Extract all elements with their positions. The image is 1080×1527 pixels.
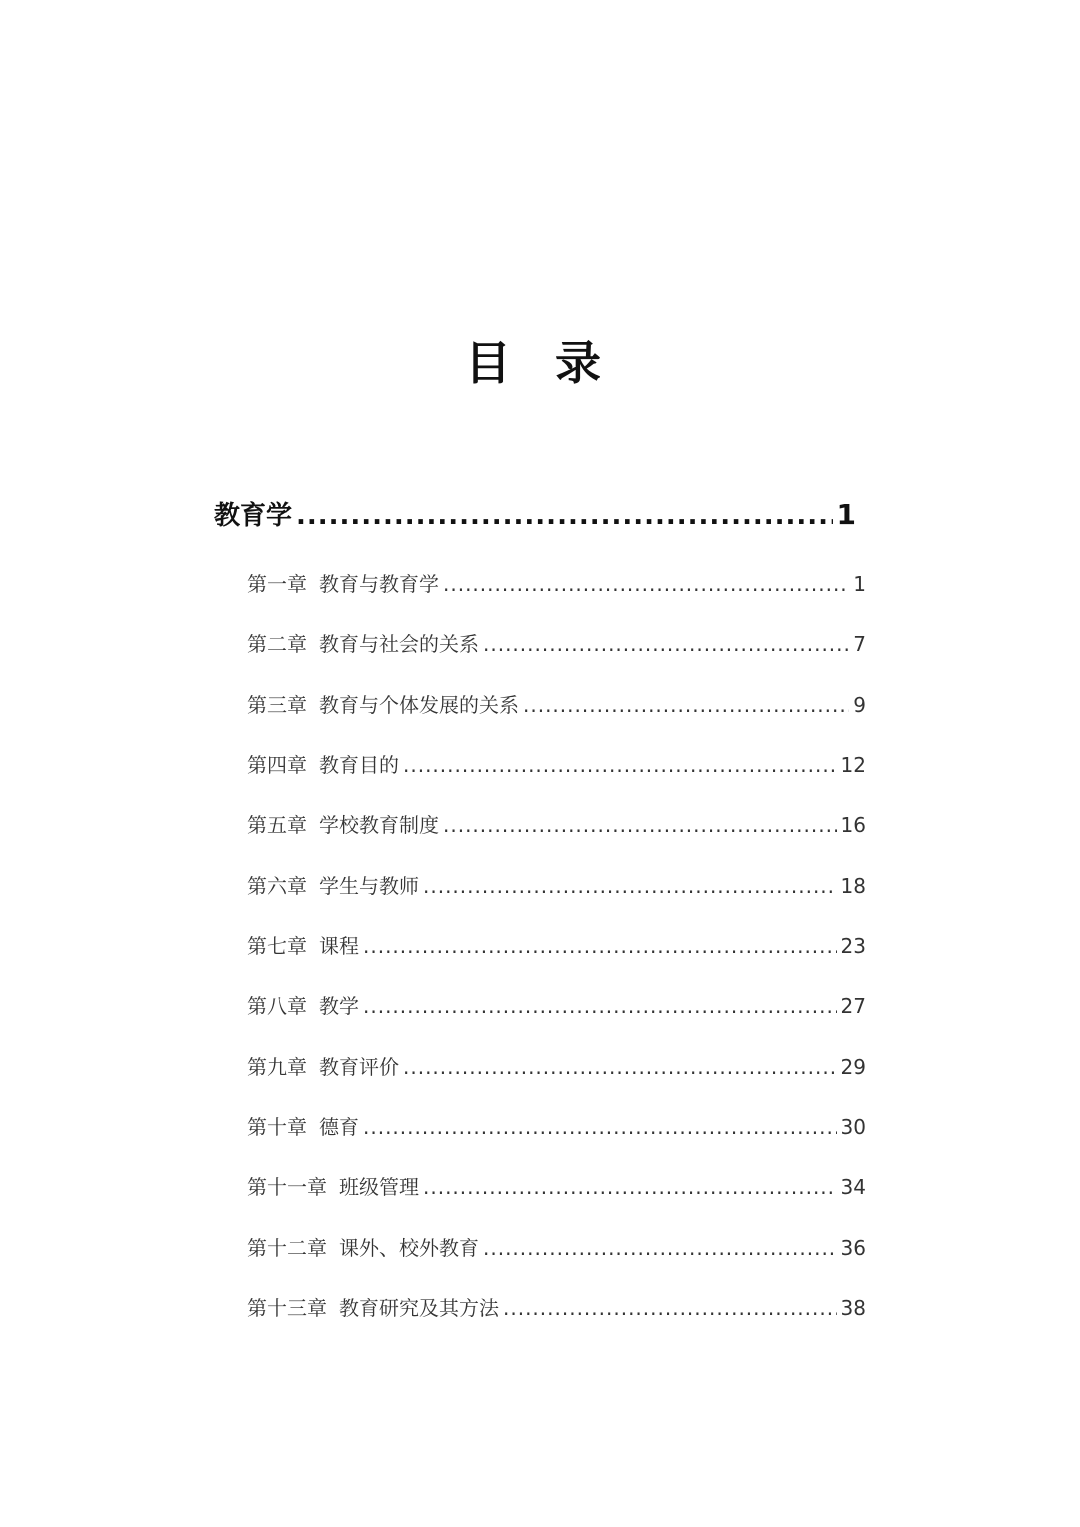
chapter-title: 教育与个体发展的关系 (319, 693, 519, 717)
toc-page-number: 12 (840, 753, 866, 777)
chapter-title: 教育评价 (319, 1055, 399, 1079)
toc-chapter-entry[interactable] (247, 809, 866, 841)
chapter-number: 第六章 (247, 874, 307, 898)
chapter-number: 第七章 (247, 934, 307, 958)
chapter-number: 第三章 (247, 693, 307, 717)
toc-chapter-entry[interactable] (247, 1051, 866, 1083)
dot-leader (443, 809, 837, 841)
dot-leader (363, 1111, 837, 1143)
toc-chapter-label (247, 689, 519, 721)
toc-page-number: 29 (840, 1055, 866, 1079)
toc-chapter-entry[interactable] (247, 870, 866, 902)
toc-page-number: 23 (840, 934, 866, 958)
toc-chapter-entry[interactable] (247, 1292, 866, 1324)
toc-page-number: 1 (836, 498, 856, 531)
chapter-title: 教学 (319, 994, 359, 1018)
toc-page-number: 34 (840, 1175, 866, 1199)
dot-leader (423, 1171, 837, 1203)
chapter-number: 第二章 (247, 632, 307, 656)
toc-chapter-entry[interactable] (247, 628, 866, 660)
toc-chapter-label (247, 930, 359, 962)
dot-leader (403, 749, 837, 781)
chapter-number: 第十二章 (247, 1236, 327, 1260)
toc-chapter-label (247, 749, 399, 781)
toc-page-number: 27 (840, 994, 866, 1018)
chapter-number: 第一章 (247, 572, 307, 596)
toc-chapter-label (247, 870, 419, 902)
toc-chapter-entry[interactable] (247, 689, 866, 721)
toc-chapter-label (247, 990, 359, 1022)
chapter-number: 第五章 (247, 813, 307, 837)
toc-chapter-entry[interactable] (247, 1111, 866, 1143)
toc-chapter-label (247, 1171, 419, 1203)
toc-chapter-label (247, 1051, 399, 1083)
toc-page-number: 9 (853, 693, 866, 717)
chapter-number: 第十章 (247, 1115, 307, 1139)
toc-page-number: 18 (840, 874, 866, 898)
toc-chapter-label (247, 1232, 479, 1264)
toc-page-number: 1 (853, 572, 866, 596)
toc-chapter-label (247, 628, 479, 660)
chapter-title: 教育与教育学 (319, 572, 439, 596)
chapter-title: 教育研究及其方法 (339, 1296, 499, 1320)
toc-part-entry[interactable] (214, 495, 856, 536)
dot-leader (483, 628, 849, 660)
toc-page-number: 36 (840, 1236, 866, 1260)
chapter-title: 课程 (319, 934, 359, 958)
toc-chapter-entry[interactable] (247, 1232, 866, 1264)
dot-leader (503, 1292, 837, 1324)
toc-page-number: 16 (840, 813, 866, 837)
chapter-title: 教育与社会的关系 (319, 632, 479, 656)
chapter-number: 第四章 (247, 753, 307, 777)
dot-leader (443, 568, 849, 600)
dot-leader (483, 1232, 837, 1264)
chapter-title: 教育目的 (319, 753, 399, 777)
toc-chapter-label (247, 1292, 499, 1324)
chapter-number: 第八章 (247, 994, 307, 1018)
chapter-number: 第十三章 (247, 1296, 327, 1320)
toc-chapter-entry[interactable] (247, 930, 866, 962)
chapter-title: 德育 (319, 1115, 359, 1139)
toc-part-label: 教育学 (214, 501, 293, 531)
chapter-number: 第九章 (247, 1055, 307, 1079)
toc-chapter-entry[interactable] (247, 1171, 866, 1203)
chapter-title: 学生与教师 (319, 874, 419, 898)
toc-chapter-entry[interactable] (247, 749, 866, 781)
chapter-title: 课外、校外教育 (339, 1236, 479, 1260)
dot-leader (363, 930, 837, 962)
toc-page-number: 7 (853, 632, 866, 656)
toc-page-number: 30 (840, 1115, 866, 1139)
dot-leader (523, 689, 849, 721)
dot-leader (363, 990, 837, 1022)
dot-leader (423, 870, 837, 902)
toc-chapter-label (247, 1111, 359, 1143)
dot-leader (296, 496, 833, 536)
toc-chapter-label (247, 809, 439, 841)
toc-chapter-entry[interactable] (247, 990, 866, 1022)
toc-page-number: 38 (840, 1296, 866, 1320)
chapter-number: 第十一章 (247, 1175, 327, 1199)
toc-chapter-entry[interactable] (247, 568, 866, 600)
chapter-title: 班级管理 (339, 1175, 419, 1199)
toc-chapter-label (247, 568, 439, 600)
chapter-title: 学校教育制度 (319, 813, 439, 837)
page-title: 目 录 (464, 336, 615, 390)
dot-leader (403, 1051, 837, 1083)
